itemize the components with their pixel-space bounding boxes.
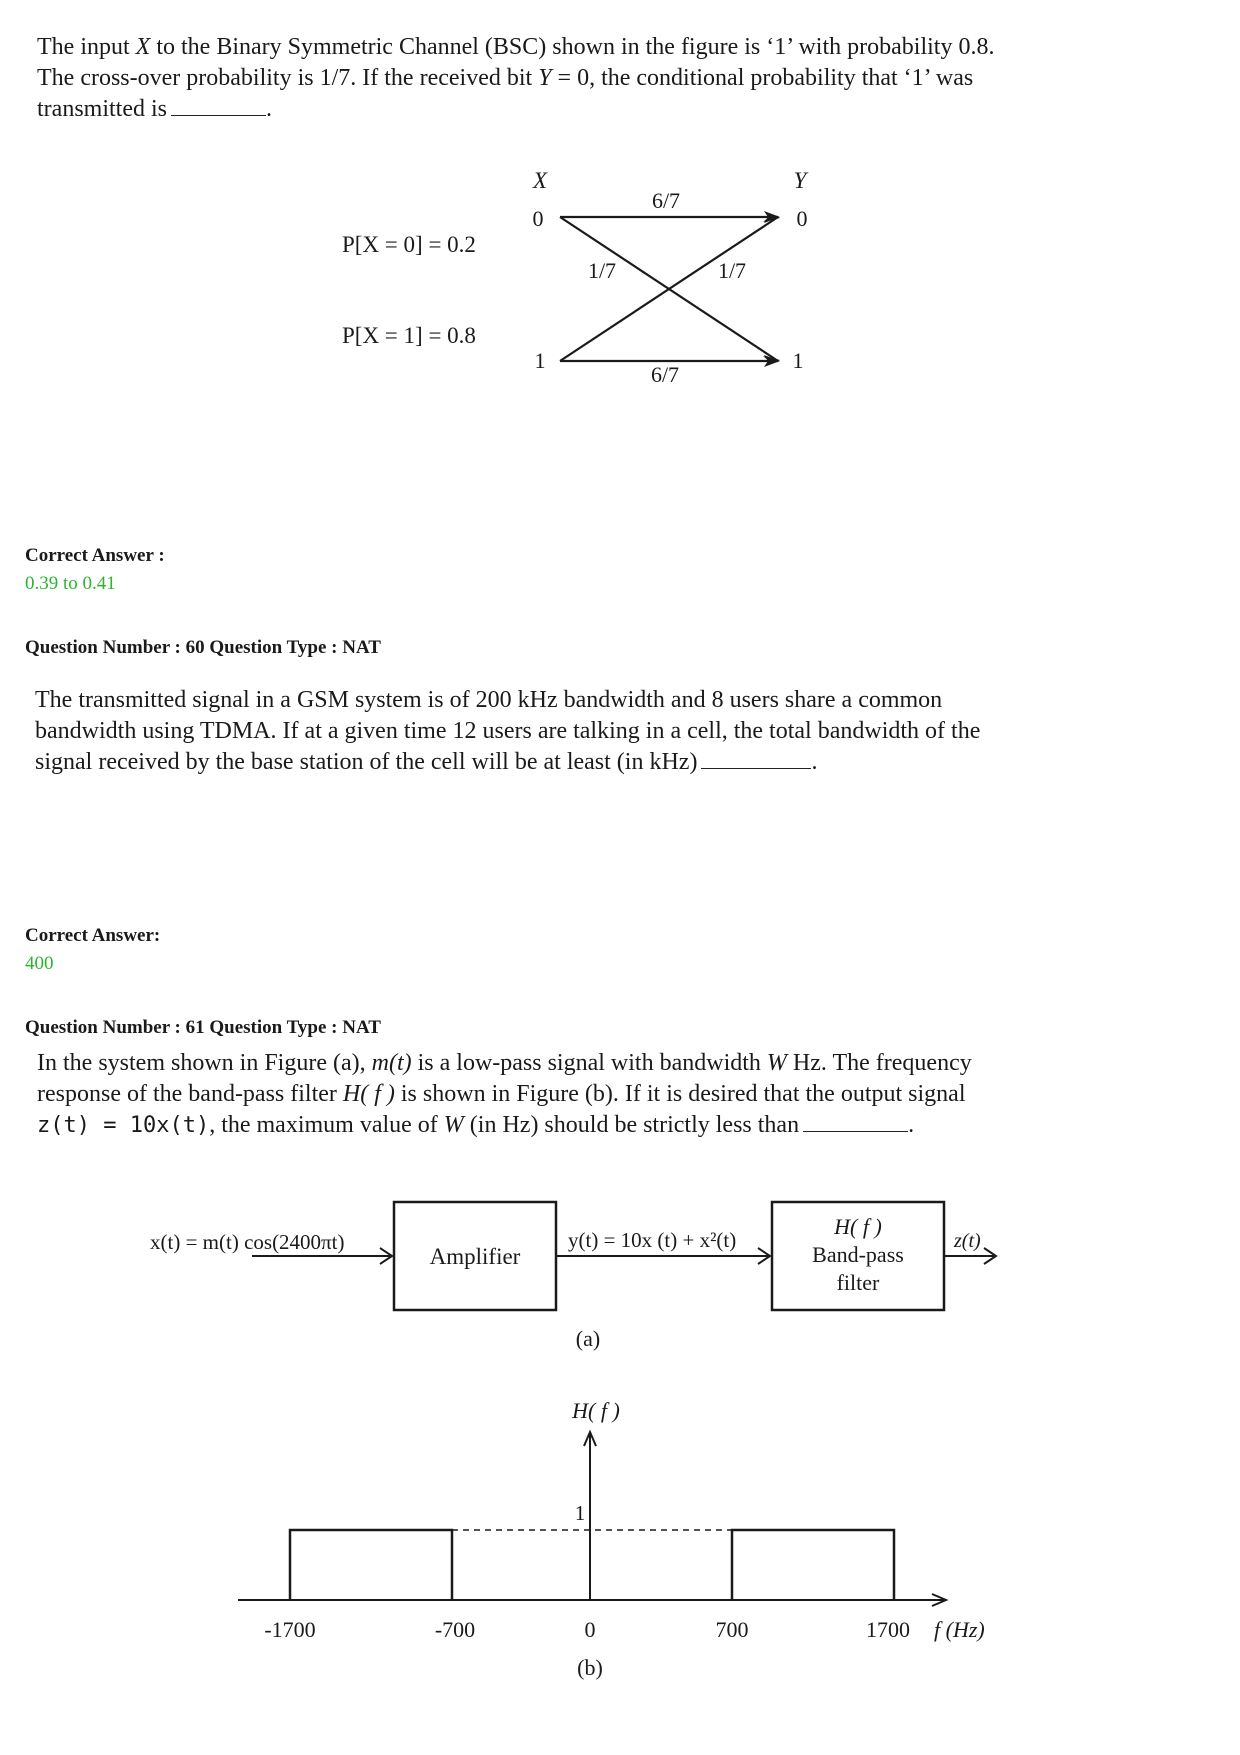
axes [238,1432,946,1606]
filter-h-label: H( f ) [834,1214,882,1239]
block-diagram-a [0,1190,1240,1360]
hf-axis-label: H( f ) [572,1398,620,1423]
bsc-x-label: X [532,168,548,193]
bsc-y0: 0 [796,206,808,231]
bsc-bottom-prob: 6/7 [650,362,680,387]
amplifier-label: Amplifier [429,1244,521,1269]
answer-blank [701,768,811,769]
q60-line3: signal received by the base station of the cell will be at least (in kHz) . [35,749,818,775]
q61-line1: In the system shown in Figure (a), m(t) is a low-pass signal with bandwidth W Hz. The frequency [37,1050,972,1076]
frequency-axis-label: f (Hz) [934,1617,985,1642]
bsc-cross-right-prob: 1/7 [717,258,747,283]
q60-answer-value: 400 [25,953,54,974]
q60-text [35,685,1215,778]
bsc-y1: 1 [792,348,804,373]
bsc-arrowheads [763,211,780,367]
tick-label: -700 [434,1617,476,1642]
q59-line3: transmitted is . [37,96,272,122]
gain-level-label: 1 [574,1501,586,1525]
bsc-lines [560,217,778,361]
tick-label: 0 [584,1617,596,1642]
q59-text [37,32,1217,125]
bsc-p1: P[X = 1] = 0.8 [342,323,476,348]
q60-header: Question Number : 60 Question Type : NAT [25,637,381,658]
bsc-x0: 0 [532,206,544,231]
tick-label: 1700 [866,1617,910,1642]
bsc-channel-diagram [0,160,1240,400]
q60-answer-label: Correct Answer: [25,925,161,946]
figure-a-caption: (a) [575,1326,601,1351]
q59-line2: The cross-over probability is 1/7. If the received bit Y = 0, the conditional probability that ‘1’ was [37,65,974,91]
figure-b-caption: (b) [577,1655,603,1680]
q61-header: Question Number : 61 Question Type : NAT [25,1017,381,1038]
output-signal-label: z(t) [954,1230,981,1252]
q60-line2: bandwidth using TDMA. If at a given time 12 users are talking in a cell, the total bandwidth of the [35,718,981,744]
passband-negative [290,1530,452,1600]
q60-line1: The transmitted signal in a GSM system is of 200 kHz bandwidth and 8 users share a common [35,687,943,713]
bsc-cross-left-prob: 1/7 [587,258,617,283]
bsc-top-prob: 6/7 [651,188,681,213]
filter-label-1: Band-pass [812,1242,904,1267]
q59-answer-value: 0.39 to 0.41 [25,573,116,594]
filter-label-2: filter [836,1270,880,1295]
q61-line2: response of the band-pass filter H( f ) is shown in Figure (b). If it is desired that the output signal [37,1081,966,1107]
q59-line1: The input X to the Binary Symmetric Channel (BSC) shown in the figure is ‘1’ with probability 0.8. [37,34,995,60]
tick-label: -1700 [264,1617,316,1642]
tick-label: 700 [715,1617,749,1642]
bsc-y-label: Y [793,168,807,193]
q61-line3: z(t) = 10x(t), the maximum value of W (in Hz) should be strictly less than . [37,1112,915,1138]
frequency-response-b [0,1390,1240,1690]
answer-blank [171,115,266,116]
answer-blank [803,1131,908,1132]
passband-positive [732,1530,894,1600]
bsc-x1: 1 [534,348,546,373]
input-signal-label: x(t) = m(t) cos(2400πt) [150,1230,345,1254]
q59-answer-label: Correct Answer : [25,545,165,566]
bsc-p0: P[X = 0] = 0.2 [342,232,476,257]
q61-text [37,1048,1217,1141]
intermediate-signal-label: y(t) = 10x (t) + x²(t) [568,1228,737,1252]
